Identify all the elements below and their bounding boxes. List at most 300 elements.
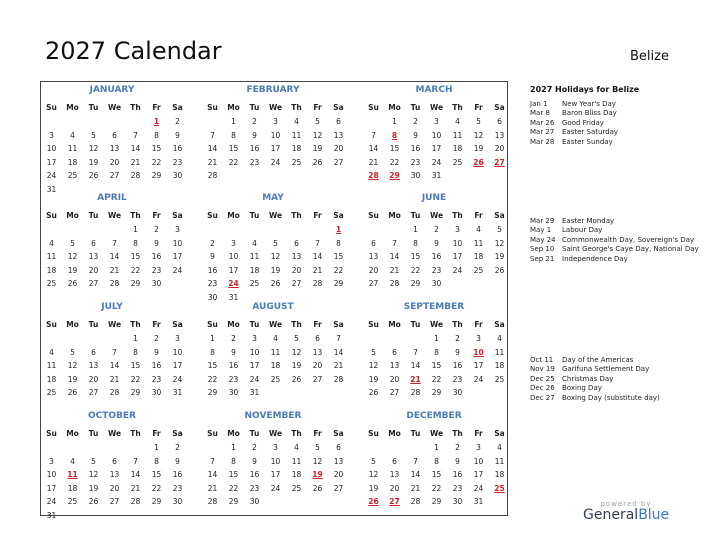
holiday-name: Day of the Americas bbox=[562, 356, 634, 364]
day-cell: 28 bbox=[109, 388, 120, 397]
day-cell: 7 bbox=[392, 238, 397, 248]
day-cell: 9 bbox=[231, 347, 236, 357]
day-cell: 11 bbox=[249, 252, 260, 261]
day-cell: 25 bbox=[67, 171, 78, 180]
day-cell: 8 bbox=[231, 130, 236, 140]
weekday-header: Sa bbox=[333, 320, 344, 329]
day-cell: 21 bbox=[109, 374, 120, 384]
holiday-list-item bbox=[530, 365, 708, 374]
day-cell: 24 bbox=[473, 374, 484, 384]
holiday-day-cell: 8 bbox=[391, 130, 398, 140]
day-cell: 10 bbox=[172, 347, 183, 357]
day-cell: 12 bbox=[312, 130, 323, 140]
day-cell: 30 bbox=[452, 497, 463, 506]
day-cell: 23 bbox=[228, 374, 239, 384]
logo-brand-general: General bbox=[583, 507, 639, 523]
weekday-header: Th bbox=[130, 211, 141, 220]
holiday-name: Garifuna Settlement Day bbox=[562, 365, 650, 374]
day-cell: 19 bbox=[473, 144, 484, 153]
day-cell: 8 bbox=[336, 238, 341, 248]
holiday-name: Commonwealth Day, Sovereign's Day bbox=[562, 235, 695, 244]
weekday-header: We bbox=[429, 429, 444, 438]
holiday-list-group bbox=[530, 217, 708, 264]
day-cell: 20 bbox=[291, 265, 302, 275]
holidays-title: 2027 Holidays for Belize bbox=[530, 85, 640, 94]
weekday-header: Fr bbox=[313, 103, 322, 112]
day-cell: 26 bbox=[67, 388, 78, 397]
weekday-header: Su bbox=[207, 429, 218, 438]
holiday-day-cell: 25 bbox=[494, 483, 505, 493]
day-cell: 28 bbox=[410, 497, 421, 506]
day-cell: 23 bbox=[452, 374, 463, 384]
day-cell: 9 bbox=[154, 238, 159, 248]
day-cell: 1 bbox=[231, 443, 236, 452]
holiday-day-cell: 27 bbox=[494, 157, 505, 167]
day-cell: 19 bbox=[88, 157, 99, 167]
weekday-header: Fr bbox=[313, 320, 322, 329]
weekday-header: Tu bbox=[410, 429, 421, 438]
weekday-header: Mo bbox=[66, 429, 79, 438]
day-cell: 7 bbox=[210, 456, 215, 466]
day-cell: 14 bbox=[368, 144, 379, 153]
day-cell: 20 bbox=[389, 483, 400, 493]
day-cell: 20 bbox=[333, 470, 344, 479]
day-cell: 16 bbox=[249, 144, 260, 153]
day-cell: 9 bbox=[455, 347, 460, 357]
day-cell: 10 bbox=[473, 456, 484, 466]
day-cell: 10 bbox=[172, 238, 183, 248]
weekday-header: Su bbox=[207, 320, 218, 329]
month-january bbox=[41, 82, 197, 194]
day-cell: 18 bbox=[67, 157, 78, 167]
holiday-day-cell: 26 bbox=[473, 157, 484, 167]
day-cell: 17 bbox=[473, 361, 484, 370]
day-cell: 1 bbox=[413, 225, 418, 234]
holiday-name: Baron Bliss Day bbox=[562, 109, 617, 118]
day-cell: 17 bbox=[452, 252, 463, 261]
day-cell: 19 bbox=[67, 265, 78, 275]
day-cell: 28 bbox=[333, 374, 344, 384]
weekday-header: Sa bbox=[494, 320, 505, 329]
day-cell: 4 bbox=[294, 117, 299, 126]
day-cell: 14 bbox=[130, 470, 141, 479]
day-cell: 24 bbox=[270, 483, 281, 493]
day-cell: 6 bbox=[336, 117, 341, 126]
day-cell: 2 bbox=[434, 225, 439, 234]
weekday-header: Fr bbox=[313, 211, 322, 220]
month-july bbox=[41, 299, 197, 407]
day-cell: 1 bbox=[434, 443, 439, 452]
day-cell: 4 bbox=[70, 456, 75, 466]
day-cell: 7 bbox=[315, 238, 320, 248]
day-cell: 6 bbox=[392, 456, 397, 466]
day-cell: 9 bbox=[252, 456, 257, 466]
day-cell: 20 bbox=[389, 374, 400, 384]
day-cell: 18 bbox=[249, 265, 260, 275]
day-cell: 7 bbox=[336, 334, 341, 343]
holiday-name: Good Friday bbox=[562, 118, 604, 127]
month-name: FEBRUARY bbox=[246, 85, 300, 95]
holiday-list-item bbox=[530, 375, 708, 384]
day-cell: 27 bbox=[291, 279, 302, 288]
holiday-list-item bbox=[530, 138, 708, 147]
day-cell: 18 bbox=[494, 470, 505, 479]
day-cell: 9 bbox=[175, 130, 180, 140]
holiday-date: Mar 29 bbox=[530, 217, 555, 225]
day-cell: 3 bbox=[231, 238, 236, 248]
day-cell: 13 bbox=[291, 252, 302, 261]
day-cell: 27 bbox=[109, 171, 120, 180]
day-cell: 18 bbox=[67, 483, 78, 493]
day-cell: 1 bbox=[210, 334, 215, 343]
holiday-name: Easter Sunday bbox=[562, 137, 613, 146]
day-cell: 8 bbox=[133, 238, 138, 248]
weekday-header: Fr bbox=[152, 103, 161, 112]
holiday-day-cell: 1 bbox=[153, 117, 160, 126]
day-cell: 22 bbox=[389, 157, 400, 167]
day-cell: 21 bbox=[207, 483, 218, 493]
day-cell: 14 bbox=[312, 252, 323, 261]
holiday-date: Oct 11 bbox=[530, 356, 554, 364]
month-october bbox=[41, 408, 197, 520]
day-cell: 24 bbox=[46, 497, 57, 506]
day-cell: 13 bbox=[333, 130, 344, 140]
holiday-date: May 24 bbox=[530, 235, 556, 244]
day-cell: 12 bbox=[312, 456, 323, 466]
day-cell: 25 bbox=[291, 157, 302, 167]
month-december bbox=[363, 408, 519, 516]
day-cell: 16 bbox=[151, 361, 162, 370]
day-cell: 6 bbox=[112, 130, 117, 140]
day-cell: 23 bbox=[172, 157, 183, 167]
holiday-day-cell: 29 bbox=[389, 171, 400, 180]
day-cell: 2 bbox=[231, 334, 236, 343]
day-cell: 26 bbox=[312, 483, 323, 493]
holiday-list-item bbox=[530, 217, 708, 226]
day-cell: 16 bbox=[452, 361, 463, 370]
day-cell: 20 bbox=[333, 144, 344, 153]
weekday-header: Tu bbox=[88, 320, 99, 329]
day-cell: 21 bbox=[333, 361, 344, 370]
day-cell: 27 bbox=[88, 279, 99, 288]
day-cell: 23 bbox=[410, 157, 421, 167]
holiday-date: Nov 19 bbox=[530, 365, 555, 374]
day-cell: 17 bbox=[270, 144, 281, 153]
day-cell: 11 bbox=[494, 347, 505, 357]
day-cell: 17 bbox=[431, 144, 442, 153]
holiday-name: Independence Day bbox=[562, 254, 628, 263]
day-cell: 14 bbox=[410, 361, 421, 370]
day-cell: 1 bbox=[133, 225, 138, 234]
weekday-header: Th bbox=[452, 429, 463, 438]
day-cell: 9 bbox=[154, 347, 159, 357]
day-cell: 22 bbox=[130, 374, 141, 384]
day-cell: 9 bbox=[413, 130, 418, 140]
day-cell: 10 bbox=[249, 347, 260, 357]
day-cell: 23 bbox=[431, 265, 442, 275]
day-cell: 27 bbox=[312, 374, 323, 384]
day-cell: 30 bbox=[431, 279, 442, 288]
day-cell: 8 bbox=[413, 238, 418, 248]
day-cell: 24 bbox=[270, 157, 281, 167]
weekday-header: Sa bbox=[333, 211, 344, 220]
weekday-header: Sa bbox=[172, 429, 183, 438]
day-cell: 9 bbox=[175, 456, 180, 466]
weekday-header: Mo bbox=[227, 103, 240, 112]
holiday-name: Boxing Day (substitute day) bbox=[562, 393, 660, 402]
day-cell: 6 bbox=[336, 443, 341, 452]
day-cell: 18 bbox=[494, 361, 505, 370]
day-cell: 17 bbox=[270, 470, 281, 479]
weekday-header: Fr bbox=[313, 429, 322, 438]
day-cell: 14 bbox=[207, 144, 218, 153]
day-cell: 28 bbox=[207, 497, 218, 506]
day-cell: 31 bbox=[473, 497, 484, 506]
day-cell: 11 bbox=[473, 238, 484, 248]
day-cell: 17 bbox=[46, 157, 57, 167]
day-cell: 29 bbox=[130, 388, 141, 397]
weekday-header: Sa bbox=[494, 103, 505, 112]
day-cell: 20 bbox=[109, 483, 120, 493]
day-cell: 31 bbox=[431, 171, 442, 180]
day-cell: 9 bbox=[210, 252, 215, 261]
day-cell: 26 bbox=[312, 157, 323, 167]
holiday-date: Mar 27 bbox=[530, 128, 555, 137]
month-september bbox=[363, 299, 519, 407]
day-cell: 23 bbox=[249, 157, 260, 167]
logo-powered-text: powered by bbox=[600, 500, 652, 508]
day-cell: 12 bbox=[473, 130, 484, 140]
day-cell: 22 bbox=[431, 374, 442, 384]
day-cell: 29 bbox=[431, 497, 442, 506]
holiday-list-item bbox=[530, 384, 708, 393]
month-november bbox=[202, 408, 358, 516]
weekday-header: We bbox=[429, 320, 444, 329]
weekday-header: Mo bbox=[66, 211, 79, 220]
day-cell: 10 bbox=[270, 130, 281, 140]
day-cell: 13 bbox=[109, 470, 120, 479]
day-cell: 25 bbox=[494, 374, 505, 384]
logo-brand-text bbox=[583, 507, 669, 523]
day-cell: 21 bbox=[410, 483, 421, 493]
day-cell: 28 bbox=[410, 388, 421, 397]
holiday-day-cell: 24 bbox=[228, 279, 239, 288]
country-label: Belize bbox=[630, 49, 669, 64]
day-cell: 4 bbox=[455, 117, 460, 126]
holiday-day-cell: 27 bbox=[389, 497, 400, 506]
weekday-header: Fr bbox=[474, 211, 483, 220]
day-cell: 2 bbox=[455, 443, 460, 452]
day-cell: 25 bbox=[291, 483, 302, 493]
day-cell: 11 bbox=[67, 144, 78, 153]
day-cell: 5 bbox=[315, 117, 320, 126]
day-cell: 3 bbox=[252, 334, 257, 343]
day-cell: 26 bbox=[88, 497, 99, 506]
day-cell: 3 bbox=[175, 225, 180, 234]
weekday-header: Tu bbox=[88, 103, 99, 112]
day-cell: 6 bbox=[112, 456, 117, 466]
day-cell: 27 bbox=[389, 388, 400, 397]
weekday-header: We bbox=[107, 103, 122, 112]
day-cell: 15 bbox=[410, 252, 421, 261]
day-cell: 5 bbox=[497, 225, 502, 234]
holiday-list-item bbox=[530, 356, 708, 365]
weekday-header: Tu bbox=[249, 429, 260, 438]
day-cell: 16 bbox=[172, 470, 183, 479]
weekday-header: Su bbox=[46, 103, 57, 112]
weekday-header: Th bbox=[291, 103, 302, 112]
day-cell: 29 bbox=[410, 279, 421, 288]
day-cell: 6 bbox=[497, 117, 502, 126]
weekday-header: Fr bbox=[152, 429, 161, 438]
day-cell: 27 bbox=[368, 279, 379, 288]
day-cell: 13 bbox=[109, 144, 120, 153]
month-march bbox=[363, 82, 519, 190]
day-cell: 8 bbox=[133, 347, 138, 357]
holiday-date: Jan 1 bbox=[530, 100, 548, 108]
day-cell: 2 bbox=[252, 443, 257, 452]
day-cell: 11 bbox=[46, 252, 57, 261]
holiday-day-cell: 19 bbox=[312, 470, 323, 479]
day-cell: 12 bbox=[368, 361, 379, 370]
weekday-header: Su bbox=[368, 320, 379, 329]
day-cell: 28 bbox=[130, 171, 141, 180]
day-cell: 24 bbox=[249, 374, 260, 384]
logo-brand-blue: Blue bbox=[638, 507, 670, 523]
day-cell: 31 bbox=[46, 510, 57, 520]
generalblue-logo[interactable] bbox=[583, 500, 669, 523]
day-cell: 21 bbox=[130, 157, 141, 167]
day-cell: 5 bbox=[91, 456, 96, 466]
day-cell: 17 bbox=[46, 483, 57, 493]
day-cell: 2 bbox=[455, 334, 460, 343]
day-cell: 19 bbox=[67, 374, 78, 384]
weekday-header: Fr bbox=[474, 103, 483, 112]
weekday-header: Sa bbox=[494, 429, 505, 438]
weekday-header: Tu bbox=[410, 211, 421, 220]
day-cell: 29 bbox=[333, 279, 344, 288]
day-cell: 23 bbox=[151, 374, 162, 384]
day-cell: 12 bbox=[291, 347, 302, 357]
holiday-name: New Year's Day bbox=[562, 100, 616, 108]
day-cell: 6 bbox=[371, 238, 376, 248]
day-cell: 21 bbox=[389, 265, 400, 275]
day-cell: 22 bbox=[151, 157, 162, 167]
day-cell: 3 bbox=[273, 443, 278, 452]
day-cell: 8 bbox=[210, 347, 215, 357]
day-cell: 8 bbox=[231, 456, 236, 466]
day-cell: 18 bbox=[270, 361, 281, 370]
day-cell: 13 bbox=[494, 130, 505, 140]
holiday-name: Easter Saturday bbox=[562, 128, 619, 137]
weekday-header: Th bbox=[130, 103, 141, 112]
day-cell: 17 bbox=[228, 265, 239, 275]
day-cell: 17 bbox=[473, 470, 484, 479]
day-cell: 23 bbox=[151, 265, 162, 275]
holiday-date: Mar 8 bbox=[530, 109, 550, 118]
day-cell: 15 bbox=[130, 252, 141, 261]
day-cell: 28 bbox=[130, 497, 141, 506]
day-cell: 4 bbox=[273, 334, 278, 343]
day-cell: 29 bbox=[431, 388, 442, 397]
holiday-day-cell: 21 bbox=[410, 374, 421, 384]
weekday-header: Mo bbox=[388, 211, 401, 220]
day-cell: 18 bbox=[452, 144, 463, 153]
day-cell: 10 bbox=[228, 252, 239, 261]
weekday-header: Sa bbox=[172, 103, 183, 112]
day-cell: 16 bbox=[431, 252, 442, 261]
day-cell: 24 bbox=[172, 265, 183, 275]
day-cell: 5 bbox=[315, 443, 320, 452]
day-cell: 21 bbox=[368, 157, 379, 167]
holiday-list-item bbox=[530, 255, 708, 264]
day-cell: 19 bbox=[494, 252, 505, 261]
weekday-header: Sa bbox=[172, 211, 183, 220]
weekday-header: Fr bbox=[474, 320, 483, 329]
weekday-header: We bbox=[107, 211, 122, 220]
day-cell: 6 bbox=[294, 238, 299, 248]
day-cell: 23 bbox=[452, 483, 463, 493]
holiday-day-cell: 26 bbox=[368, 497, 379, 506]
holiday-day-cell: 11 bbox=[67, 470, 78, 479]
holiday-list-item bbox=[530, 394, 708, 403]
day-cell: 10 bbox=[46, 470, 57, 479]
holiday-list-item bbox=[530, 245, 708, 254]
day-cell: 15 bbox=[228, 470, 239, 479]
month-april bbox=[41, 190, 197, 298]
day-cell: 9 bbox=[455, 456, 460, 466]
day-cell: 2 bbox=[154, 225, 159, 234]
day-cell: 20 bbox=[494, 144, 505, 153]
day-cell: 30 bbox=[207, 292, 218, 302]
day-cell: 3 bbox=[273, 117, 278, 126]
day-cell: 22 bbox=[228, 483, 239, 493]
holiday-day-cell: 10 bbox=[473, 347, 484, 357]
weekday-header: Th bbox=[130, 429, 141, 438]
day-cell: 28 bbox=[109, 279, 120, 288]
month-june bbox=[363, 190, 519, 298]
day-cell: 19 bbox=[368, 374, 379, 384]
day-cell: 6 bbox=[91, 347, 96, 357]
day-cell: 10 bbox=[431, 130, 442, 140]
holiday-day-cell: 1 bbox=[335, 225, 342, 234]
day-cell: 1 bbox=[392, 117, 397, 126]
day-cell: 27 bbox=[88, 388, 99, 397]
day-cell: 16 bbox=[172, 144, 183, 153]
day-cell: 26 bbox=[368, 388, 379, 397]
weekday-header: Th bbox=[452, 320, 463, 329]
day-cell: 21 bbox=[207, 157, 218, 167]
day-cell: 31 bbox=[228, 292, 239, 302]
day-cell: 15 bbox=[333, 252, 344, 261]
weekday-header: Tu bbox=[88, 211, 99, 220]
day-cell: 14 bbox=[333, 347, 344, 357]
holiday-date: Sep 21 bbox=[530, 254, 555, 263]
day-cell: 31 bbox=[249, 388, 260, 397]
weekday-header: Su bbox=[368, 211, 379, 220]
day-cell: 25 bbox=[46, 279, 57, 288]
holiday-list-item bbox=[530, 128, 708, 137]
day-cell: 14 bbox=[207, 470, 218, 479]
holiday-date: Dec 27 bbox=[530, 393, 555, 402]
day-cell: 22 bbox=[151, 483, 162, 493]
day-cell: 3 bbox=[49, 456, 54, 466]
day-cell: 21 bbox=[130, 483, 141, 493]
weekday-header: Mo bbox=[388, 320, 401, 329]
day-cell: 30 bbox=[172, 171, 183, 180]
weekday-header: We bbox=[268, 103, 283, 112]
day-cell: 13 bbox=[368, 252, 379, 261]
